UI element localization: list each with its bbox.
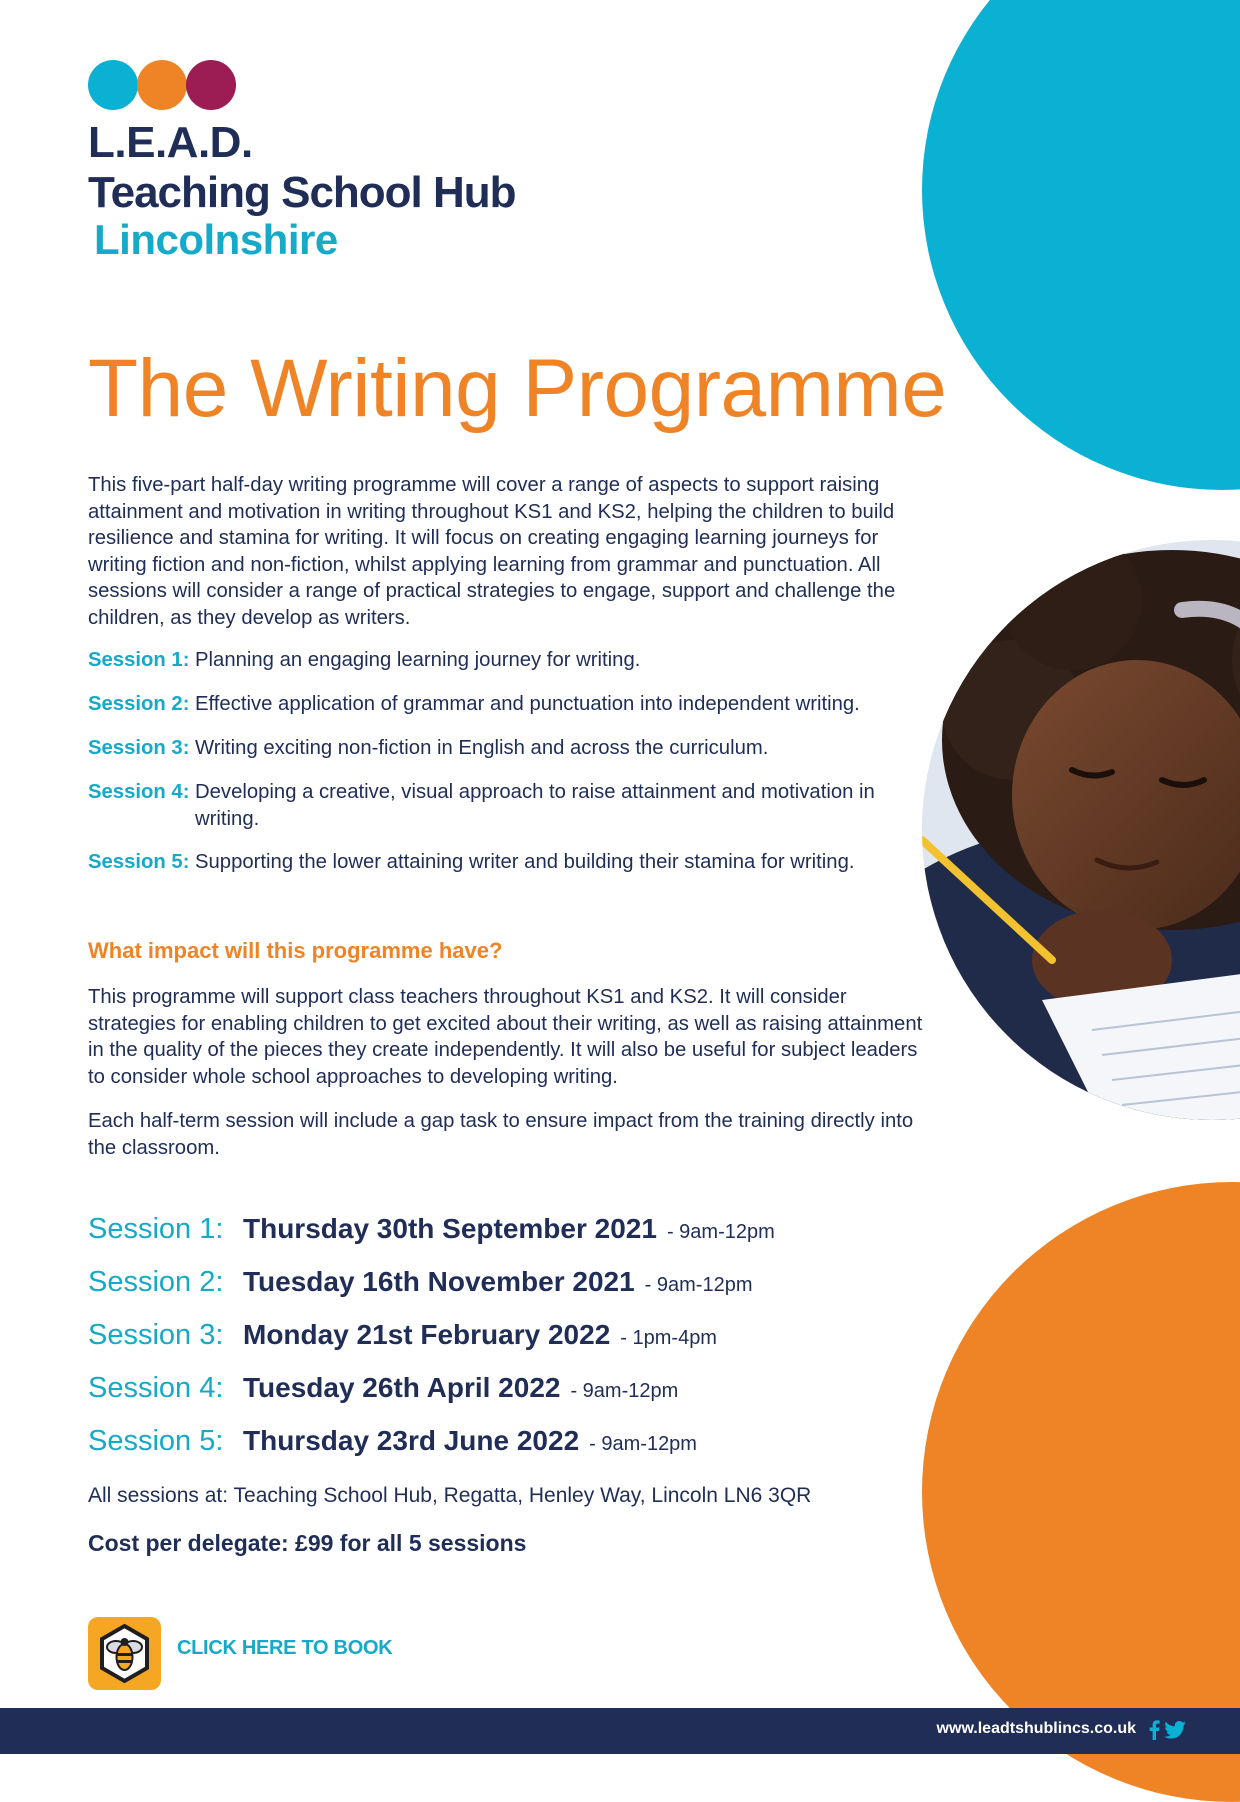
date-value: Tuesday 16th November 2021 [243, 1266, 635, 1297]
date-session-label: Session 3: [88, 1319, 224, 1351]
cost-text: Cost per delegate: £99 for all 5 sessions [88, 1530, 527, 1556]
session-text: Supporting the lower attaining writer and building their stamina for writing. [195, 851, 855, 873]
logo-text-lead: L.E.A.D. [88, 118, 253, 167]
impact-heading: What impact will this programme have? [88, 938, 503, 963]
impact-paragraph-1: This programme will support class teachers throughout KS1 and KS2. It will consider strategies for enabling children to get excited about their writing, as well as raising attainment in the quality of the pieces they create independently. It will also be useful for subject leaders to consider whole school approaches to developing writing. [88, 986, 923, 1088]
bee-icon[interactable] [88, 1617, 161, 1690]
session-text: Writing exciting non-fiction in English and across the curriculum. [195, 737, 769, 759]
date-text [243, 1213, 775, 1245]
venue-text: All sessions at: Teaching School Hub, Regatta, Henley Way, Lincoln LN6 3QR [88, 1484, 812, 1507]
session-label: Session 2: [88, 693, 190, 715]
date-session-label: Session 1: [88, 1213, 224, 1245]
intro-paragraph: This five-part half-day writing programme will cover a range of aspects to support raising attainment and motivation in writing throughout KS1 and KS2, helping the children to build resilience and stamina for writing. It will focus on creating engaging learning journeys for writing fiction and non-fiction, whilst applying learning from grammar and punctuation. All sessions will consider a range of practical strategies to engage, support and challenge the children, as they develop as writers. [88, 474, 896, 629]
impact-paragraph-2: Each half-term session will include a gap task to ensure impact from the training directly into the classroom. [88, 1110, 914, 1159]
date-session-label: Session 4: [88, 1372, 224, 1404]
facebook-icon[interactable] [1148, 1720, 1160, 1740]
logo-text-hub: Teaching School Hub [88, 168, 516, 217]
date-value: Thursday 30th September 2021 [243, 1213, 657, 1244]
logo-dot-cyan [88, 60, 138, 110]
session-label: Session 4: [88, 781, 190, 803]
footer-website-link[interactable]: www.leadtshublincs.co.uk [936, 1720, 1136, 1737]
date-time: - 9am-12pm [570, 1380, 679, 1402]
logo-dot-plum [186, 60, 236, 110]
date-text [243, 1372, 678, 1404]
date-time: - 1pm-4pm [620, 1327, 717, 1349]
page-title: The Writing Programme [88, 343, 947, 434]
session-label: Session 5: [88, 851, 190, 873]
date-time: - 9am-12pm [644, 1274, 753, 1296]
date-text [243, 1319, 717, 1351]
session-text: Effective application of grammar and punctuation into independent writing. [195, 693, 860, 715]
footer-bar [0, 1708, 1240, 1754]
twitter-icon[interactable] [1164, 1721, 1186, 1739]
session-label: Session 1: [88, 649, 190, 671]
session-text: Planning an engaging learning journey for writing. [195, 649, 641, 671]
date-text [243, 1425, 697, 1457]
date-text [243, 1266, 752, 1298]
session-text: Developing a creative, visual approach to raise attainment and motivation in writing. [195, 781, 875, 830]
date-value: Tuesday 26th April 2022 [243, 1372, 561, 1403]
bee-hexagon-icon [88, 1617, 161, 1690]
logo-dots [88, 60, 235, 110]
logo-dot-orange [137, 60, 187, 110]
logo-text-lincolnshire: Lincolnshire [94, 216, 338, 263]
date-time: - 9am-12pm [589, 1433, 697, 1455]
photo-illustration [922, 540, 1240, 1120]
date-value: Monday 21st February 2022 [243, 1319, 611, 1350]
date-session-label: Session 5: [88, 1425, 224, 1457]
student-writing-photo [922, 540, 1240, 1120]
date-time: - 9am-12pm [666, 1221, 775, 1243]
date-value: Thursday 23rd June 2022 [243, 1425, 580, 1456]
book-link[interactable]: CLICK HERE TO BOOK [177, 1637, 393, 1659]
decorative-circle-cyan [922, 0, 1240, 490]
session-label: Session 3: [88, 737, 190, 759]
date-session-label: Session 2: [88, 1266, 224, 1298]
